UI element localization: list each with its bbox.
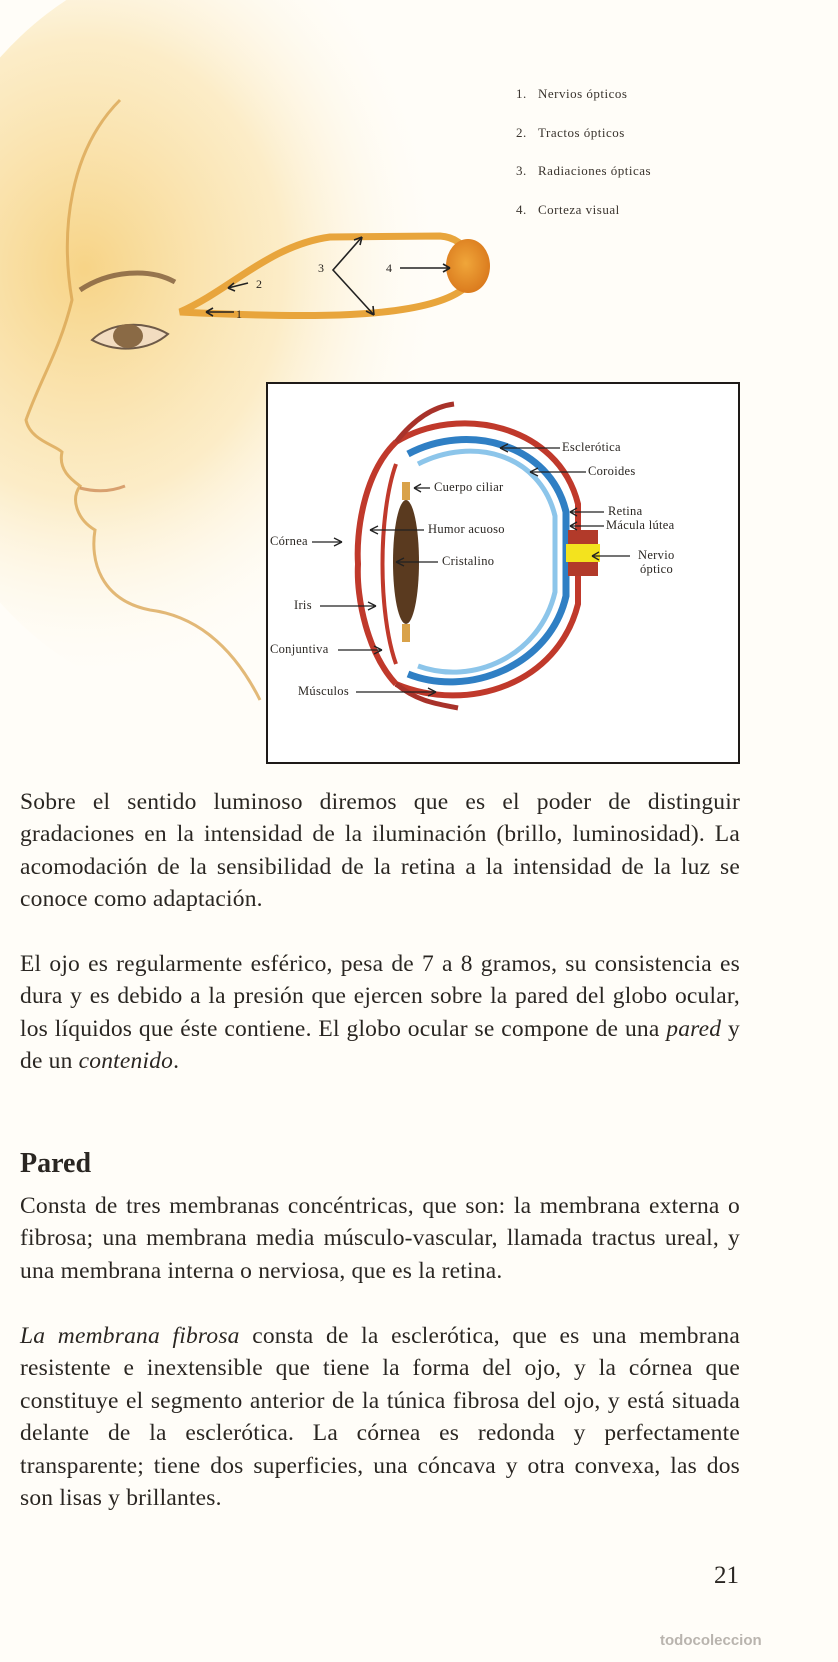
paragraph-membranas <box>20 1190 740 1287</box>
eye-diagram <box>266 382 740 764</box>
text-run: consta de la esclerótica, que es una membrana resistente e inextensible que tiene la forma del ojo, y la córnea que constituye el segmento anterior de la túnica fibrosa del ojo, y está situada delante de la esclerótica. La córnea es redonda y perfectamente transparente; tiene dos superficies, una cóncava y otra convexa, las dos son lisas y brillantes. <box>20 1323 740 1512</box>
ciliary-bottom <box>402 624 410 642</box>
label-conjuntiva: Conjuntiva <box>270 642 329 656</box>
label-iris: Iris <box>294 598 312 612</box>
legend-label: Corteza visual <box>538 201 620 217</box>
text-run: El ojo es regularmente esférico, pesa de 7 a 8 gramos, su consistencia es dura y es debido a la presión que ejercen sobre la pared del globo ocular, los líquidos que éste contiene. El globo ocular se compone de una <box>20 951 740 1042</box>
legend-item <box>516 86 651 125</box>
label-musculos: Músculos <box>298 684 350 698</box>
pathway-num-2: 2 <box>256 277 262 291</box>
label-cornea: Córnea <box>270 534 308 548</box>
legend-label: Nervios ópticos <box>538 86 628 101</box>
label-coroides: Coroides <box>588 464 636 478</box>
label-cuerpo-ciliar: Cuerpo ciliar <box>434 480 504 494</box>
label-esclerotica: Esclerótica <box>562 440 621 454</box>
emphasis-membrana-fibrosa: La membrana fibrosa <box>20 1323 240 1349</box>
paragraph-ojo <box>20 948 740 1078</box>
legend-item <box>516 202 651 241</box>
visual-cortex <box>446 239 490 293</box>
ciliary-top <box>402 482 410 500</box>
paragraph-fibrosa <box>20 1320 740 1514</box>
section-heading: Pared <box>20 1148 92 1179</box>
page-number: 21 <box>714 1562 739 1589</box>
paragraph-text: Consta de tres membranas concéntricas, que son: la membrana externa o fibrosa; una membrana media músculo-vascular, llamada tractus ureal, y una membrana interna o nerviosa, que es la retina. <box>20 1193 740 1284</box>
figure-legend <box>516 86 651 240</box>
legend-num: 3. <box>516 163 527 178</box>
emphasis-contenido: contenido <box>78 1048 174 1075</box>
paragraph-text <box>20 948 740 1078</box>
pathway-num-3: 3 <box>318 261 324 275</box>
pathway-num-1: 1 <box>236 307 242 321</box>
legend-num: 4. <box>516 201 527 217</box>
label-retina: Retina <box>608 504 643 518</box>
emphasis-pared: pared <box>666 1015 722 1042</box>
eye-iris <box>113 324 143 348</box>
pathway-num-4: 4 <box>386 261 392 275</box>
text-run: y de un <box>20 1015 740 1075</box>
legend-num: 1. <box>516 86 527 101</box>
paragraph-luminoso <box>20 786 740 916</box>
paragraph-text: Sobre el sentido luminoso diremos que es el poder de distinguir gradaciones en la intensidad de la iluminación (brillo, luminosidad). La acomodación de la sensibilidad de la retina a la intensidad de la luz se conoce como adaptación. <box>20 789 740 913</box>
label-macula: Mácula lútea <box>606 518 675 532</box>
legend-item <box>516 163 651 202</box>
label-cristalino: Cristalino <box>442 554 495 568</box>
paragraph-text <box>20 1320 740 1514</box>
legend-num: 2. <box>516 124 527 140</box>
text-run: . <box>173 1048 180 1075</box>
label-nervio: Nervio <box>638 548 675 562</box>
legend-label: Tractos ópticos <box>538 124 625 140</box>
legend-label: Radiaciones ópticas <box>538 163 652 178</box>
legend-item <box>516 125 651 164</box>
watermark: todocoleccion <box>660 1632 762 1649</box>
label-humor: Humor acuoso <box>428 522 505 536</box>
label-optico: óptico <box>640 562 674 576</box>
optic-nerve-core <box>566 544 600 562</box>
